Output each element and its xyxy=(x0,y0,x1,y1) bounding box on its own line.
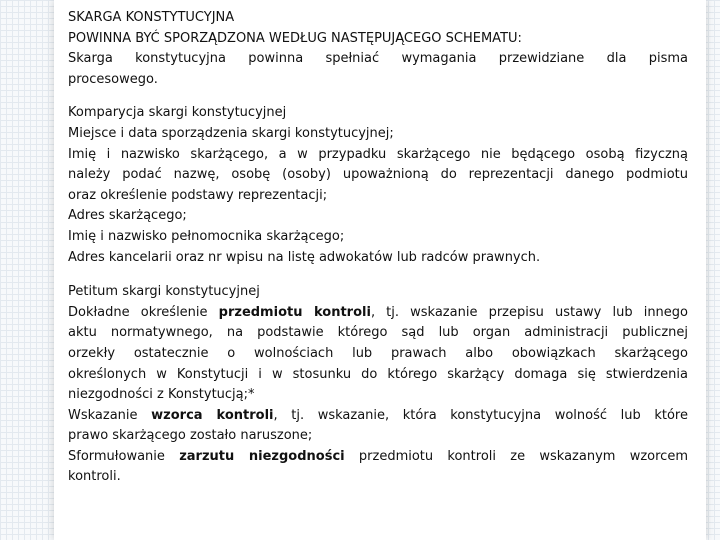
petitum-p2-text: , tj. wskazanie, która konstytucyjna wolność lub które xyxy=(273,407,688,423)
petitum-p1-text: Dokładne określenie xyxy=(68,304,219,320)
petitum-p1-line-4: określonych w Konstytucji i w stosunku do którego skarżący domaga się stwierdzenia xyxy=(68,366,688,382)
petitum-p2-bold: wzorca kontroli xyxy=(151,407,274,423)
komparycja-item-2-line-1: Imię i nazwisko skarżącego, a w przypadku skarżącego nie będącego osobą fizyczną xyxy=(68,146,688,162)
petitum-p3-bold: zarzutu niezgodności xyxy=(179,448,345,464)
petitum-p1-line-2: aktu normatywnego, na podstawie którego sąd lub organ administracji publicznej xyxy=(68,325,688,341)
petitum-p2-line-1 xyxy=(68,406,688,427)
section-gap xyxy=(68,268,688,282)
petitum-p1-bold: przedmiotu kontroli xyxy=(218,304,371,320)
petitum-p3-text: Sformułowanie xyxy=(68,448,180,464)
komparycja-item-3: Adres skarżącego; xyxy=(68,208,187,224)
petitum-p1-line-5: niezgodności z Konstytucją;* xyxy=(68,387,255,403)
komparycja-title: Komparycja skargi konstytucyjnej xyxy=(68,105,287,121)
komparycja-item-4: Imię i nazwisko pełnomocnika skarżącego; xyxy=(68,228,345,244)
petitum-p3-line-1 xyxy=(68,447,688,468)
intro-line-2: procesowego. xyxy=(68,71,158,87)
petitum-p2-text: Wskazanie xyxy=(68,407,152,423)
petitum-p3-line-2: kontroli. xyxy=(68,469,121,485)
komparycja-item-1: Miejsce i data sporządzenia skargi konstytucyjnej; xyxy=(68,125,394,141)
petitum-p1-line-3: orzekły ostatecznie o wolnościach lub prawach albo obowiązkach skarżącego xyxy=(68,345,688,361)
petitum-p3-text: przedmiotu kontroli ze wskazanym wzorcem xyxy=(344,448,688,464)
komparycja-item-2-line-3: oraz określenie podstawy reprezentacji; xyxy=(68,187,328,203)
petitum-p2-line-2: prawo skarżącego zostało naruszone; xyxy=(68,428,313,444)
petitum-p1-line-1 xyxy=(68,303,688,324)
heading-line-2: POWINNA BYĆ SPORZĄDZONA WEDŁUG NASTĘPUJĄCEGO SCHEMATU: xyxy=(68,30,522,46)
petitum-p1-text: , tj. wskazanie przepisu ustawy lub innego xyxy=(370,304,689,320)
petitum-title: Petitum skargi konstytucyjnej xyxy=(68,284,260,300)
heading-line-1: SKARGA KONSTYTUCYJNA xyxy=(68,10,235,25)
section-gap xyxy=(68,90,688,103)
slide-content xyxy=(68,8,688,488)
komparycja-item-2-line-2: należy podać nazwę, osobę (osoby) upoważnioną do reprezentacji danego podmiotu xyxy=(68,167,688,183)
komparycja-item-5: Adres kancelarii oraz nr wpisu na listę adwokatów lub radców prawnych. xyxy=(68,249,541,265)
intro-line-1: Skarga konstytucyjna powinna spełniać wymagania przewidziane dla pisma xyxy=(68,51,688,67)
